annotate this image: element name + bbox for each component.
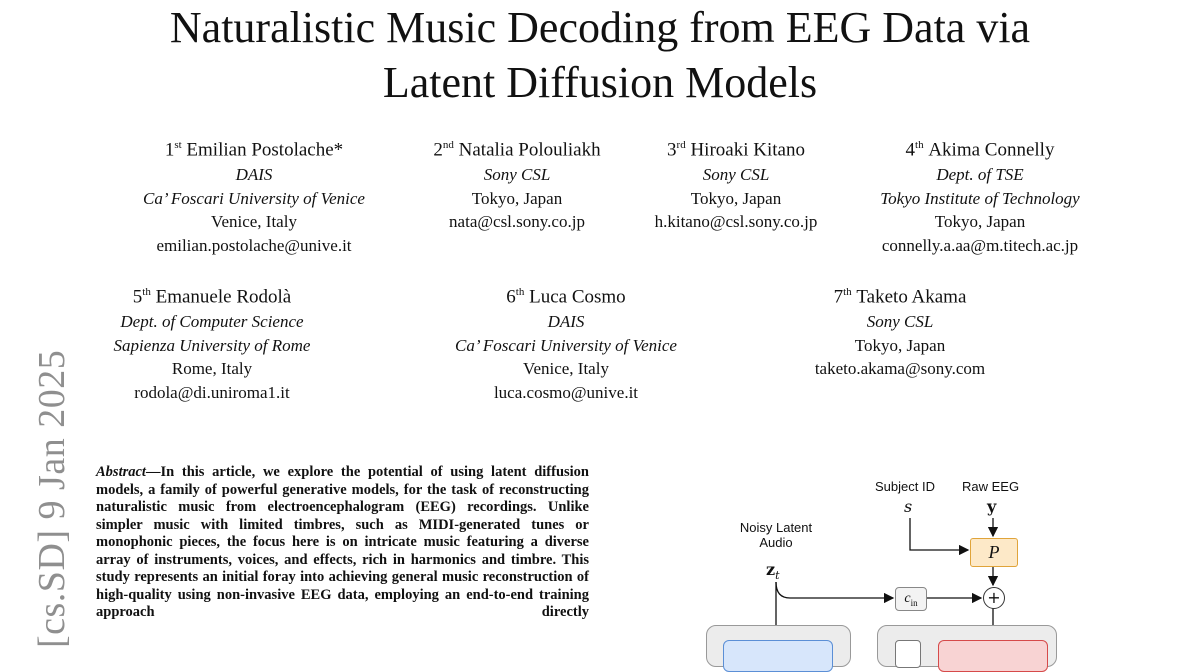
author-email[interactable]: emilian.postolache@unive.it xyxy=(156,235,352,255)
author-org: Ca’ Foscari University of Venice xyxy=(143,188,365,208)
author-city: Venice, Italy xyxy=(523,359,609,379)
author-6: 6th Luca Cosmo DAIS Ca’ Foscari University of Venice Venice, Italy luca.cosmo@unive.it xyxy=(455,279,677,404)
projection-block-p: P xyxy=(970,538,1018,567)
author-name: Emanuele Rodolà xyxy=(155,286,292,308)
subject-arrow xyxy=(910,518,968,550)
author-city: Tokyo, Japan xyxy=(854,335,946,355)
author-3: 3rd Hiroaki Kitano Sony CSL Tokyo, Japan h.kitano@csl.sony.co.jp xyxy=(655,132,818,234)
author-email[interactable]: rodola@di.uniroma1.it xyxy=(134,382,290,402)
author-email[interactable]: connelly.a.aa@m.titech.ac.jp xyxy=(881,235,1079,255)
author-org: Ca’ Foscari University of Venice xyxy=(455,335,677,355)
author-email[interactable]: taketo.akama@sony.com xyxy=(814,359,986,379)
author-1: 1st Emilian Postolache* DAIS Ca’ Foscari University of Venice Venice, Italy emilian.postolache@unive.it xyxy=(143,132,365,257)
author-city: Rome, Italy xyxy=(171,359,253,379)
architecture-figure xyxy=(690,470,1070,648)
author-email[interactable]: luca.cosmo@unive.it xyxy=(493,382,639,402)
author-dept: Dept. of Computer Science xyxy=(120,312,304,332)
title-line-2: Latent Diffusion Models xyxy=(382,58,818,107)
sum-node: + xyxy=(983,587,1005,609)
abstract xyxy=(96,464,589,622)
author-org: Sony CSL xyxy=(866,312,934,332)
author-7: 7th Taketo Akama Sony CSL Tokyo, Japan taketo.akama@sony.com xyxy=(815,279,985,381)
author-city: Venice, Italy xyxy=(211,212,297,232)
abstract-heading: Abstract xyxy=(96,464,146,480)
author-org: Tokyo Institute of Technology xyxy=(880,188,1080,208)
author-city: Tokyo, Japan xyxy=(690,188,782,208)
right-small-block xyxy=(895,640,921,668)
noisy-latent-label: Noisy Latent Audio xyxy=(739,520,813,550)
author-name: Hiroaki Kitano xyxy=(690,139,805,161)
author-name: Emilian Postolache* xyxy=(186,139,344,161)
author-dept: DAIS xyxy=(235,165,273,185)
eeg-var: y xyxy=(987,497,997,516)
raw-eeg-label: Raw EEG xyxy=(962,479,1020,494)
title-line-1: Naturalistic Music Decoding from EEG Data via xyxy=(169,3,1031,52)
author-org: Sapienza University of Rome xyxy=(113,335,311,355)
noisy-to-cin-arrow xyxy=(776,582,893,598)
abstract-body: —In this article, we explore the potential of using latent diffusion models, a family of powerful generative models, for the task of reconstructing naturalistic music from electroencephalogram (EEG) recordings. Unlike simpler music with limited timbres, such as MIDI-generated tunes or monophonic pieces, the focus here is on intricate music featuring a diverse array of instruments, voices, and effects, rich in harmonics and timbre. This study represents an initial foray into achieving general music reconstruction of high-quality using non-invasive EEG data, employing an end-to-end training approach directly xyxy=(96,464,589,620)
author-2: 2nd Natalia Polouliakh Sony CSL Tokyo, Japan nata@csl.sony.co.jp xyxy=(433,132,600,234)
left-inner-block xyxy=(723,640,833,672)
author-dept: DAIS xyxy=(547,312,585,332)
author-dept: Dept. of TSE xyxy=(936,165,1024,185)
cin-block: $c_{in}$ xyxy=(895,587,927,611)
author-name: Natalia Polouliakh xyxy=(458,139,601,161)
author-email[interactable]: nata@csl.sony.co.jp xyxy=(449,212,585,232)
arxiv-stamp: [cs.SD] 9 Jan 2025 xyxy=(31,349,73,648)
paper-title xyxy=(0,0,1200,110)
author-email[interactable]: h.kitano@csl.sony.co.jp xyxy=(654,212,818,232)
author-city: Tokyo, Japan xyxy=(934,212,1026,232)
author-5: 5th Emanuele Rodolà Dept. of Computer Science Sapienza University of Rome Rome, Italy rodola@di.uniroma1.it xyxy=(114,279,311,404)
subject-id-label: Subject ID xyxy=(875,479,935,494)
author-org: Sony CSL xyxy=(483,165,551,185)
noisy-var: $z_t$ xyxy=(766,560,780,583)
author-city: Tokyo, Japan xyxy=(471,188,563,208)
author-org: Sony CSL xyxy=(702,165,770,185)
author-4: 4th Akima Connelly Dept. of TSE Tokyo Institute of Technology Tokyo, Japan connelly.a.aa@m.titech.ac.jp xyxy=(880,132,1079,257)
author-name: Akima Connelly xyxy=(928,139,1055,161)
author-name: Luca Cosmo xyxy=(529,286,626,308)
right-inner-block xyxy=(938,640,1048,672)
author-name: Taketo Akama xyxy=(856,286,967,308)
subject-var: s xyxy=(904,497,913,516)
